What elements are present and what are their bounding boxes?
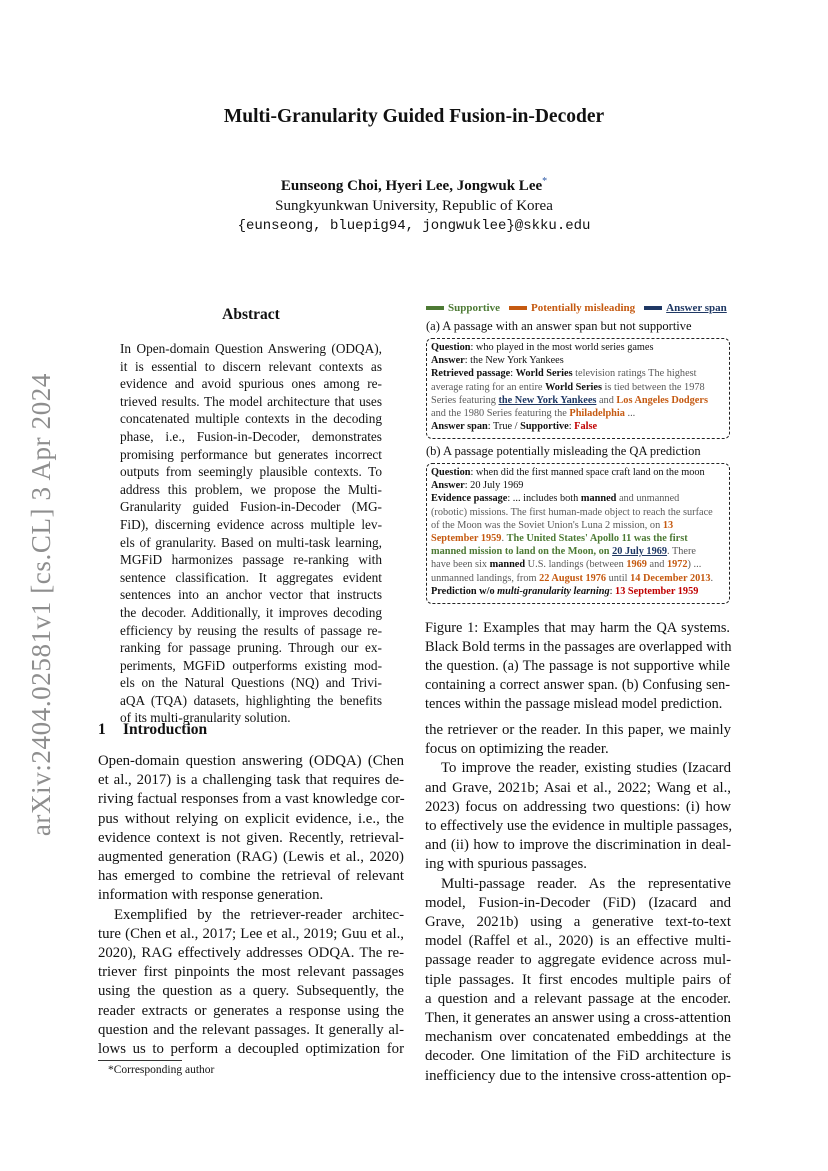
passage-text: of the Moon was the Soviet Union's Luna 2 mission, on [431, 519, 663, 531]
answer-span: the New York Yankees [498, 394, 597, 406]
answer-label: Answer [431, 355, 465, 367]
box-b-evidence-line: (robotic) missions. The first human-made object to reach the surface [431, 506, 713, 518]
body-line: using the question as a query. Subsequently, the [98, 983, 404, 1000]
passage-text: U.S. landings (between [525, 559, 627, 571]
passage-text: until [606, 572, 631, 584]
body-line: lows us to perform a decoupled optimization for [98, 1041, 404, 1058]
body-line: and Grave, 2021b; Asai et al., 2022; Wang et al., [425, 779, 731, 796]
body-line: pus without relying on explicit evidence, i.e., the [98, 810, 404, 827]
paper-title: Multi-Granularity Guided Fusion-in-Decoder [223, 106, 605, 127]
overlap-term: manned [489, 559, 526, 571]
passage-text: is tied between the 1978 [601, 381, 705, 393]
legend-label: Answer span [666, 302, 727, 314]
footnote-rule [98, 1060, 182, 1061]
body-line: ing with spurious passages. [425, 856, 587, 873]
abstract-line: els on the Natural Questions (NQ) and Trivi- [120, 675, 382, 691]
question-text: : who played in the most world series games [470, 342, 654, 353]
legend-label: Supportive [448, 302, 500, 314]
passage-text: ) ... [687, 559, 702, 571]
figure-caption [425, 619, 730, 714]
misleading-span: Los Angeles Dodgers [616, 394, 708, 406]
abstract-line: address this problem, we propose the Multi- [120, 481, 382, 497]
abstract-line: it is essential to discern relevant contexts as [120, 358, 382, 374]
prediction-value: 13 September 1959 [615, 585, 699, 597]
body-line: tiple passages. It first encodes multiple pairs of [425, 971, 731, 988]
box-b-question [431, 466, 725, 479]
abstract-line: ranking for passage pruning. Through our ex- [120, 640, 382, 656]
caption-line: Black Bold terms in the passages are overlapped with [425, 639, 732, 655]
answer-text: : 20 July 1969 [464, 480, 524, 492]
abstract-line: promising performance but generates incorrect [120, 446, 382, 462]
legend-label: Potentially misleading [530, 302, 636, 314]
box-a-passage-line [431, 407, 725, 420]
prediction-label-italic: multi-granularity learning [497, 585, 610, 597]
abstract-line: FiD), discerning evidence across multiple lev- [120, 516, 382, 532]
passage-text: . [710, 572, 714, 584]
body-line: and (ii) how to improve the discrimination in deal- [425, 837, 731, 854]
question-label: Question [431, 467, 471, 478]
right-column-text [425, 721, 731, 1086]
body-line: Open-domain question answering (ODQA) (Chen [98, 753, 404, 769]
body-line: riving factual responses from a vast knowledge cor- [98, 791, 405, 808]
answer-span-value: : True / [487, 421, 521, 433]
overlap-term: World Series [545, 381, 602, 393]
abstract-line: of its multi-granularity solution. [120, 710, 291, 726]
body-line: model (Raffel et al., 2020) is an effective multi- [425, 933, 731, 950]
separator: : [568, 421, 575, 433]
passage-text: have been six [431, 559, 490, 571]
passage-text: . [501, 533, 507, 545]
box-a-question [431, 341, 725, 354]
box-b-evidence-line [431, 532, 725, 545]
affiliation: Sungkyunkwan University, Republic of Korea [275, 198, 553, 214]
footnote: *Corresponding author [108, 1064, 215, 1076]
box-a-answer [431, 354, 725, 367]
body-line: 2023) focus on addressing two questions: (i) how [425, 798, 731, 815]
passage-text: and unmanned [616, 493, 680, 505]
answer-swatch [644, 306, 662, 310]
body-line: augmented generation (RAG) (Lewis et al., 2020) [98, 849, 404, 866]
passage-text: television ratings The highest [572, 368, 697, 380]
subfigure-b-caption: (b) A passage potentially misleading the QA prediction [426, 444, 701, 458]
answer-text: : the New York Yankees [464, 355, 564, 367]
box-a-passage-line [431, 367, 725, 380]
box-b-evidence-line [431, 492, 725, 505]
supportive-span: The United States' Apollo 11 was the first [506, 533, 688, 545]
left-column-text [98, 752, 404, 1059]
body-line: 2020), RAG effectively addresses ODQA. The re- [98, 945, 404, 962]
body-line: Grave, 2021b) using a generative text-to-text [425, 914, 731, 931]
author-names: Eunseong Choi, Hyeri Lee, Jongwuk Lee [280, 178, 543, 194]
body-line: question and the relevant passages. It generally al- [98, 1021, 404, 1038]
abstract-line: els of granularity. Based on multi-task learning, [120, 534, 382, 550]
section-number: 1 [98, 721, 106, 738]
box-b-prediction [431, 585, 725, 598]
misleading-span: 13 [662, 519, 674, 531]
body-line: information with response generation. [98, 887, 324, 904]
abstract-text [120, 340, 382, 727]
supportive-value: False [574, 421, 598, 433]
example-box-a [426, 338, 730, 439]
body-line: ture (Chen et al., 2017; Lee et al., 2019; Guu et al., [98, 925, 404, 942]
body-line: to effectively use the evidence in multiple passages, [425, 818, 733, 835]
passage-text: : ... includes both [507, 493, 581, 505]
abstract-line: In Open-domain Question Answering (ODQA), [120, 341, 382, 356]
body-line: the retriever or the reader. In this paper, we mainly [425, 722, 731, 738]
corresponding-mark: * [542, 176, 548, 187]
passage-text: average rating for an entire [431, 381, 546, 393]
abstract-line: concatenated multiple contexts in the decoding [120, 411, 382, 427]
body-line: model, Fusion-in-Decoder (FiD) (Izacard and [425, 894, 731, 911]
subfigure-a-caption: (a) A passage with an answer span but not supportive [426, 319, 692, 333]
body-line: a question and a relevant passage at the encoder. [425, 990, 731, 1007]
body-line: inefficiency due to the intensive cross-attention op- [425, 1067, 731, 1084]
abstract-line: efficiency by reusing the results of passage re- [120, 622, 382, 638]
box-b-evidence-line [431, 519, 725, 532]
prediction-label: Prediction w/o [431, 585, 498, 597]
section-title: Introduction [123, 721, 208, 738]
author-emails: {eunseong, bluepig94, jongwuklee}@skku.edu [237, 218, 591, 234]
misleading-span: 22 August 1976 [539, 572, 607, 584]
example-box-b [426, 463, 730, 604]
box-b-evidence-line [431, 558, 725, 571]
legend-answer-span [644, 302, 727, 314]
abstract-line: trieved results. The model architecture that uses [120, 393, 382, 409]
passage-text: and [646, 559, 667, 571]
abstract-line: the decoder. Additionally, it improves decoding [120, 604, 382, 620]
answer-span-label: Answer span [431, 421, 488, 433]
caption-line: tences within the passage mislead model prediction. [425, 696, 723, 712]
misleading-swatch [509, 306, 527, 310]
question-label: Question [431, 342, 471, 353]
abstract-line: sentence classification. It aggregates evident [120, 569, 382, 585]
box-b-evidence-line [431, 572, 725, 585]
body-line: Exemplified by the retriever-reader architec- [114, 906, 404, 923]
misleading-span: 1972 [666, 559, 688, 571]
abstract-line: aQA (TQA) datasets, highlighting the benefits [120, 692, 382, 708]
misleading-span: Philadelphia [569, 408, 625, 420]
body-line: triever first pinpoints the most relevant passages [98, 964, 404, 981]
passage-text: and the 1980 Series featuring the [431, 408, 570, 420]
abstract-line: evidence and avoid spurious ones among re- [120, 376, 382, 392]
abstract-line: outputs from seemingly plausible contexts. To [120, 464, 382, 480]
body-line: Multi-passage reader. As the representative [441, 875, 731, 892]
overlap-term: manned [580, 493, 617, 505]
misleading-span: 14 December 2013 [630, 572, 711, 584]
abstract-line: sentences into an anchor vector that instructs [120, 587, 382, 603]
body-line: reader extracts or generates a response using the [98, 1002, 404, 1019]
body-line: Then, it generates an answer using a cross-attention [425, 1010, 731, 1027]
answer-span: 20 July 1969 [612, 546, 668, 558]
box-b-evidence-line [431, 545, 725, 558]
abstract-line: periments, MGFiD outperforms existing mod- [120, 657, 382, 673]
supportive-span: manned mission to land on the Moon, on [431, 546, 613, 558]
legend-supportive [426, 302, 500, 314]
section-heading [98, 721, 207, 739]
body-line: To improve the reader, existing studies (Izacard [441, 760, 731, 777]
abstract-heading: Abstract [222, 306, 280, 323]
body-line: evidence context is not given. Recently, retrieval- [98, 829, 404, 846]
evidence-label: Evidence passage [431, 493, 508, 505]
arxiv-stamp: arXiv:2404.02581v1 [cs.CL] 3 Apr 2024 [26, 373, 56, 837]
passage-text: : [510, 368, 516, 380]
caption-line: Figure 1: Examples that may harm the QA systems. [425, 620, 730, 636]
answer-label: Answer [431, 480, 465, 492]
body-line: focus on optimizing the reader. [425, 741, 609, 758]
passage-label: Retrieved passage [431, 368, 511, 380]
body-line: mechanism over concatenated embeddings at the [425, 1029, 731, 1046]
passage-text: unmanned landings, from [431, 572, 540, 584]
caption-line: containing a correct answer span. (b) Confusing sen- [425, 677, 730, 693]
question-text: : when did the first manned space craft land on the moon [470, 467, 705, 478]
caption-line: the question. (a) The passage is not supportive while [425, 658, 730, 674]
separator: : [609, 585, 616, 597]
body-line: decoder. One limitation of the FiD architecture is [425, 1048, 731, 1065]
misleading-span: 1969 [626, 559, 647, 571]
body-line: et al., 2017) is a challenging task that requires de- [98, 772, 404, 789]
abstract-line: Granularity guided Fusion-in-Decoder (MG- [120, 499, 382, 515]
box-b-answer [431, 479, 725, 492]
supportive-label: Supportive [520, 421, 569, 433]
overlap-term: World Series [515, 368, 573, 380]
box-a-passage-line [431, 394, 725, 407]
abstract-line: phase, i.e., Fusion-in-Decoder, demonstrates [120, 428, 382, 444]
supportive-swatch [426, 306, 444, 310]
passage-text: . There [667, 546, 697, 558]
body-line: passage reader to aggregate evidence across mul- [425, 952, 731, 969]
passage-text: Series featuring [431, 394, 499, 406]
box-a-verdict [431, 420, 725, 433]
passage-text: and [596, 394, 617, 406]
figure-legend [426, 302, 727, 314]
box-a-passage-line [431, 381, 725, 394]
abstract-line: MGFiD harmonizes passage re-ranking with [120, 552, 382, 568]
misleading-span: September 1959 [431, 533, 502, 545]
author-block [0, 172, 828, 236]
body-line: has emerged to combine the retrieval of relevant [98, 868, 404, 885]
legend-misleading [509, 302, 635, 314]
passage-text: ... [624, 408, 636, 420]
